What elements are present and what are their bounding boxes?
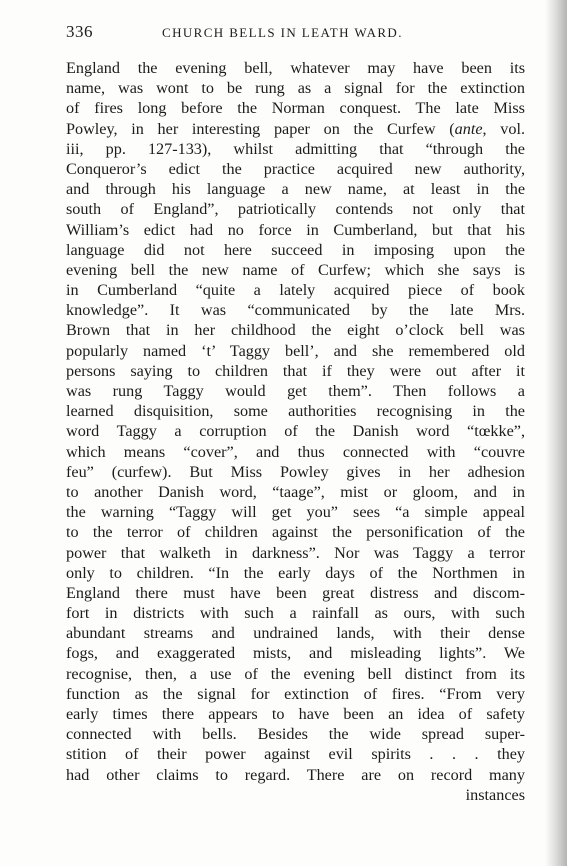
text-line: learned disquisition, some authorities recognising in the bbox=[66, 402, 525, 421]
text-line: Conqueror’s edict the practice acquired new authority, bbox=[66, 159, 525, 178]
text-line: William’s edict had no force in Cumberland, but that his bbox=[66, 220, 525, 239]
running-head bbox=[66, 22, 524, 44]
text-line: power that walketh in darkness”. Nor was Taggy a terror bbox=[66, 543, 525, 562]
text-line: Brown that in her childhood the eight o’clock bell was bbox=[66, 321, 525, 340]
text-line: recognise, then, a use of the evening bell distinct from its bbox=[66, 664, 525, 683]
text-line: persons saying to children that if they were out after it bbox=[66, 361, 525, 380]
page-number: 336 bbox=[66, 22, 93, 41]
text-line: evening bell the new name of Curfew; which she says is bbox=[66, 260, 525, 279]
running-title: CHURCH BELLS IN LEATH WARD. bbox=[162, 25, 403, 40]
text-line: fort in districts with such a rainfall as ours, with such bbox=[66, 604, 525, 623]
text-line: fogs, and exaggerated mists, and misleading lights”. We bbox=[66, 644, 525, 663]
text-line: to the terror of children against the personification of the bbox=[66, 523, 525, 542]
text-line: knowledge”. It was “communicated by the late Mrs. bbox=[66, 301, 525, 320]
italic-ante: ante bbox=[454, 119, 483, 138]
text-line: England there must have been great distress and discom- bbox=[66, 583, 525, 602]
text-line: in Cumberland “quite a lately acquired piece of book bbox=[66, 281, 525, 300]
body-text bbox=[66, 58, 525, 805]
text-line: only to children. “In the early days of the Northmen in bbox=[66, 563, 525, 582]
text-line: had other claims to regard. There are on record many bbox=[66, 765, 525, 784]
text-line: connected with bells. Besides the wide spread super- bbox=[66, 725, 525, 744]
text-line: of fires long before the Norman conquest. The late Miss bbox=[66, 99, 525, 118]
text-line: word Taggy a corruption of the Danish word “tœkke”, bbox=[66, 422, 525, 441]
text-line: popularly named ‘t’ Taggy bell’, and she remembered old bbox=[66, 341, 525, 360]
text-line: and through his language a new name, at least in the bbox=[66, 180, 525, 199]
text-line: language did not here succeed in imposing upon the bbox=[66, 240, 525, 259]
text-line: iii, pp. 127-133), whilst admitting that “through the bbox=[66, 139, 525, 158]
text-line: name, was wont to be rung as a signal for the extinction bbox=[66, 79, 525, 98]
page-edge-shadow bbox=[545, 0, 567, 866]
text-line: stition of their power against evil spirits . . . they bbox=[66, 745, 525, 764]
text-line: function as the signal for extinction of fires. “From very bbox=[66, 684, 525, 703]
text-line: instances bbox=[465, 785, 525, 804]
text-line: which means “cover”, and thus connected with “couvre bbox=[66, 442, 525, 461]
text-line: early times there appears to have been an idea of safety bbox=[66, 705, 525, 723]
text-line: abundant streams and undrained lands, with their dense bbox=[66, 624, 525, 643]
text-line: was rung Taggy would get them”. Then follows a bbox=[66, 382, 525, 400]
text-line: south of England”, patriotically contends not only that bbox=[66, 200, 525, 219]
text-line: England the evening bell, whatever may have been its bbox=[66, 59, 525, 77]
text-line: to another Danish word, “taage”, mist or gloom, and in bbox=[66, 482, 525, 501]
text-line: feu” (curfew). But Miss Powley gives in her adhesion bbox=[66, 462, 525, 481]
text-line: the warning “Taggy will get you” sees “a simple appeal bbox=[66, 503, 525, 522]
text-line: Powley, in her interesting paper on the Curfew (ante, vol. bbox=[66, 119, 525, 138]
